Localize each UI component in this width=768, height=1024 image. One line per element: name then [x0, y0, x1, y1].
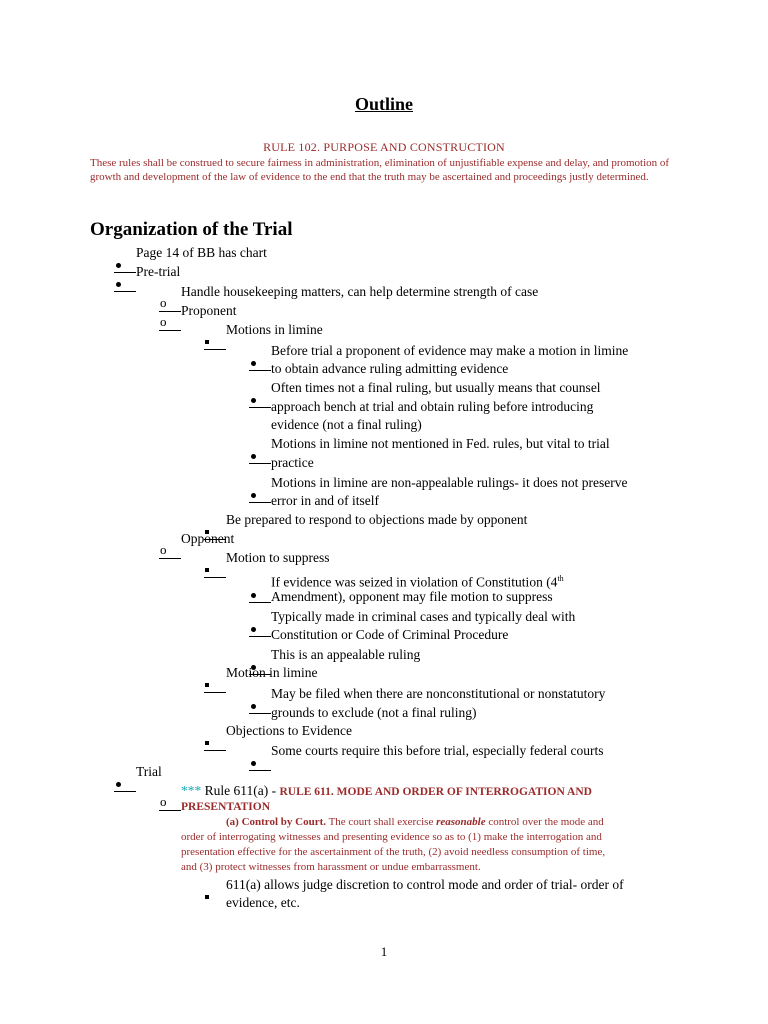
list-item: Motion in limine — [204, 664, 318, 682]
list-item: Before trial a proponent of evidence may make a motion in limine — [249, 342, 628, 360]
rule-611a-line: (a) Control by Court. The court shall exercise reasonable control over the mode and — [226, 816, 604, 828]
list-item-continuation: to obtain advance ruling admitting evidence — [271, 361, 509, 376]
rule-611a-line: order of interrogating witnesses and presenting evidence so as to (1) make the interrogation and — [181, 831, 602, 843]
list-item: Motion to suppress — [204, 549, 330, 567]
list-item: Pre-trial — [114, 263, 180, 281]
list-item: Some courts require this before trial, especially federal courts — [249, 742, 604, 760]
list-item: This is an appealable ruling — [249, 646, 420, 664]
rule-611-heading-continuation: PRESENTATION — [181, 801, 271, 813]
page-title: Outline — [354, 94, 413, 114]
list-item: Trial — [114, 763, 162, 781]
list-item: o *** Rule 611(a) - RULE 611. MODE AND ORDER OF INTERROGATION AND — [160, 783, 592, 809]
rule-102-heading: RULE 102. PURPOSE AND CONSTRUCTION — [263, 140, 505, 154]
list-item: If evidence was seized in violation of Constitution (4th — [249, 570, 564, 592]
list-item: o Proponent — [160, 303, 237, 329]
list-item-continuation: Amendment), opponent may file motion to suppress — [271, 589, 553, 604]
list-item-continuation: grounds to exclude (not a final ruling) — [271, 705, 477, 720]
list-item: Typically made in criminal cases and typically deal with — [249, 608, 575, 626]
list-item-continuation: error in and of itself — [271, 493, 379, 508]
section-title: Organization of the Trial — [90, 219, 293, 240]
list-item: 611(a) allows judge discretion to control mode and order of trial- order of — [204, 876, 624, 894]
list-item: o Handle housekeeping matters, can help determine strength of case — [160, 284, 539, 310]
list-item: Objections to Evidence — [204, 722, 352, 740]
list-item: Page 14 of BB has chart — [114, 244, 267, 262]
list-item: Motions in limine — [204, 321, 323, 339]
list-item: May be filed when there are nonconstitutional or nonstatutory — [249, 685, 605, 703]
rule-102-text: These rules shall be construed to secure fairness in administration, elimination of unjustifiable expense and delay, and promotion of growth and development of the law of evidence to the end that the truth may be ascertained and proceedings justly determined. — [90, 157, 670, 183]
page-number: 1 — [380, 944, 388, 959]
list-item: Motions in limine are non-appealable rulings- it does not preserve — [249, 474, 628, 492]
rule-611a-line: presentation effective for the ascertainment of the truth, (2) avoid needless consumption of time, — [181, 846, 606, 858]
list-item-continuation: evidence, etc. — [226, 895, 300, 910]
rule-611a-line: and (3) protect witnesses from harassment or undue embarrassment. — [181, 861, 481, 873]
list-item: o Opponent — [160, 531, 235, 557]
list-item-continuation: approach bench at trial and obtain ruling before introducing — [271, 399, 594, 414]
list-item-continuation: Constitution or Code of Criminal Procedure — [271, 627, 509, 642]
list-item: Be prepared to respond to objections made by opponent — [204, 511, 527, 529]
list-item-continuation: evidence (not a final ruling) — [271, 417, 422, 432]
list-item: Motions in limine not mentioned in Fed. rules, but vital to trial — [249, 435, 610, 453]
list-item: Often times not a final ruling, but usually means that counsel — [249, 379, 601, 397]
list-item-continuation: practice — [271, 455, 314, 470]
